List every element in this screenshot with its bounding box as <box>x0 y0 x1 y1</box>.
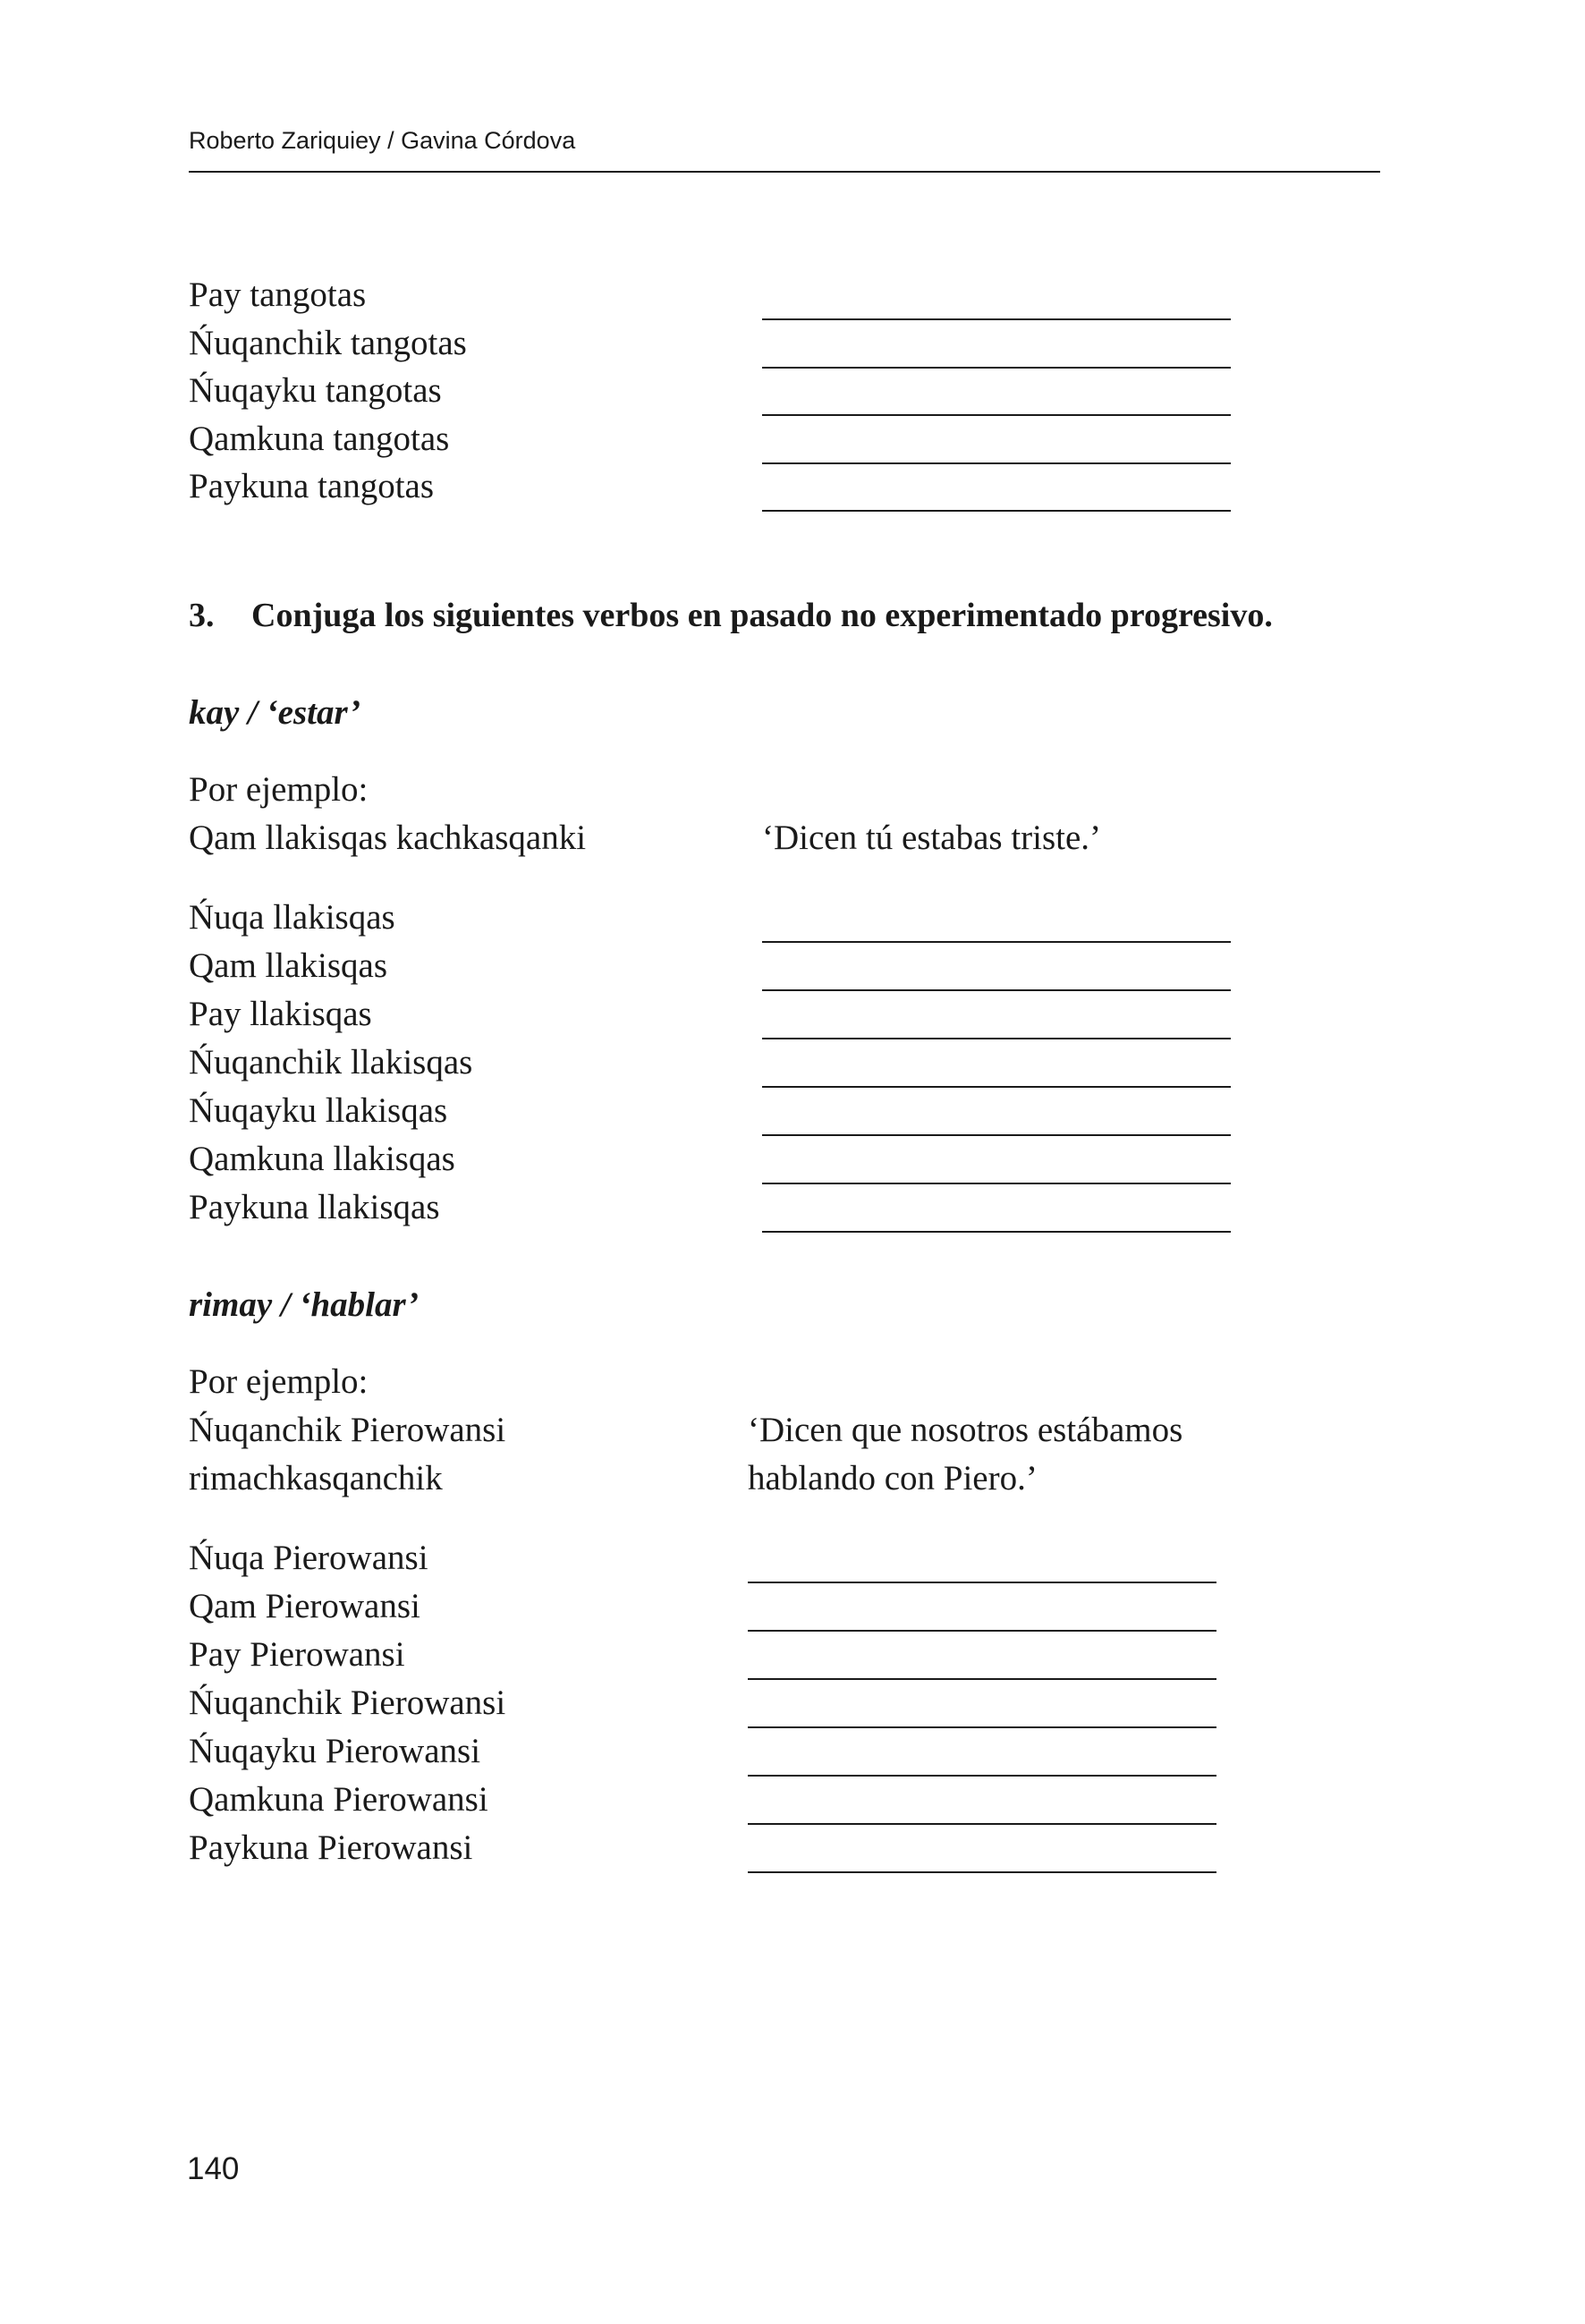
row-prompt: Ńuqa llakisqas <box>189 898 395 937</box>
exercise-row <box>189 1777 1352 1825</box>
exercise-instruction: Conjuga los siguientes verbos en pasado no experimentado progresivo. <box>251 597 1273 634</box>
exercise-row <box>189 1039 1352 1088</box>
example-translation-line-1: ‘Dicen que nosotros estábamos <box>748 1411 1183 1449</box>
exercise-row <box>189 1184 1352 1233</box>
row-prompt: Qam llakisqas <box>189 946 388 985</box>
row-prompt: Qam Pierowansi <box>189 1587 420 1625</box>
row-prompt: Paykuna llakisqas <box>189 1188 440 1226</box>
example-translation-line-2: hablando con Piero.’ <box>748 1459 1038 1497</box>
exercise-row <box>189 943 1352 991</box>
example-quechua-line-1: Ńuqanchik Pierowansi <box>189 1411 506 1449</box>
row-prompt: Pay tangotas <box>189 276 367 314</box>
row-prompt: Paykuna Pierowansi <box>189 1828 473 1867</box>
row-prompt: Ńuqa Pierowansi <box>189 1539 428 1577</box>
verb-heading-kay: kay / ‘estar’ <box>189 693 361 732</box>
row-prompt: Paykuna tangotas <box>189 467 435 505</box>
row-prompt: Ńuqayku Pierowansi <box>189 1732 481 1770</box>
exercise-row <box>189 416 1352 464</box>
exercise-row <box>189 1825 1352 1873</box>
exercise-number: 3. <box>189 597 215 634</box>
answer-blank[interactable] <box>762 510 1231 512</box>
example-quechua: Qam llakisqas kachkasqanki <box>189 818 587 857</box>
exercise-row <box>189 1680 1352 1728</box>
example-label: Por ejemplo: <box>189 770 369 809</box>
page-number: 140 <box>187 2151 240 2186</box>
row-prompt: Ńuqanchik tangotas <box>189 324 467 362</box>
row-prompt: Ńuqayku llakisqas <box>189 1091 448 1130</box>
exercise-row <box>189 272 1352 320</box>
answer-blank[interactable] <box>762 1231 1231 1233</box>
row-prompt: Pay llakisqas <box>189 995 372 1033</box>
example-translation: ‘Dicen tú estabas triste.’ <box>762 818 1102 857</box>
row-prompt: Qamkuna Pierowansi <box>189 1780 488 1819</box>
exercise-row <box>189 1728 1352 1777</box>
row-prompt: Ńuqanchik Pierowansi <box>189 1684 506 1722</box>
row-prompt: Ńuqayku tangotas <box>189 371 442 410</box>
exercise-row <box>189 463 1352 512</box>
row-prompt: Qamkuna llakisqas <box>189 1140 455 1178</box>
exercise-row <box>189 368 1352 416</box>
verb-heading-rimay: rimay / ‘hablar’ <box>189 1285 420 1324</box>
row-prompt: Qamkuna tangotas <box>189 420 450 458</box>
running-head: Roberto Zariquiey / Gavina Córdova <box>189 127 576 154</box>
exercise-row <box>189 1088 1352 1136</box>
row-prompt: Ńuqanchik llakisqas <box>189 1043 473 1081</box>
exercise-row <box>189 1632 1352 1680</box>
exercise-row <box>189 991 1352 1039</box>
exercise-row <box>189 1583 1352 1632</box>
exercise-row <box>189 320 1352 369</box>
answer-blank[interactable] <box>748 1871 1216 1873</box>
exercise-row <box>189 1136 1352 1184</box>
header-rule <box>189 171 1380 173</box>
exercise-3-heading <box>189 596 1273 635</box>
row-prompt: Pay Pierowansi <box>189 1635 405 1674</box>
example-quechua-line-2: rimachkasqanchik <box>189 1459 443 1497</box>
example-label: Por ejemplo: <box>189 1362 369 1401</box>
exercise-row <box>189 1535 1352 1583</box>
exercise-row <box>189 895 1352 943</box>
